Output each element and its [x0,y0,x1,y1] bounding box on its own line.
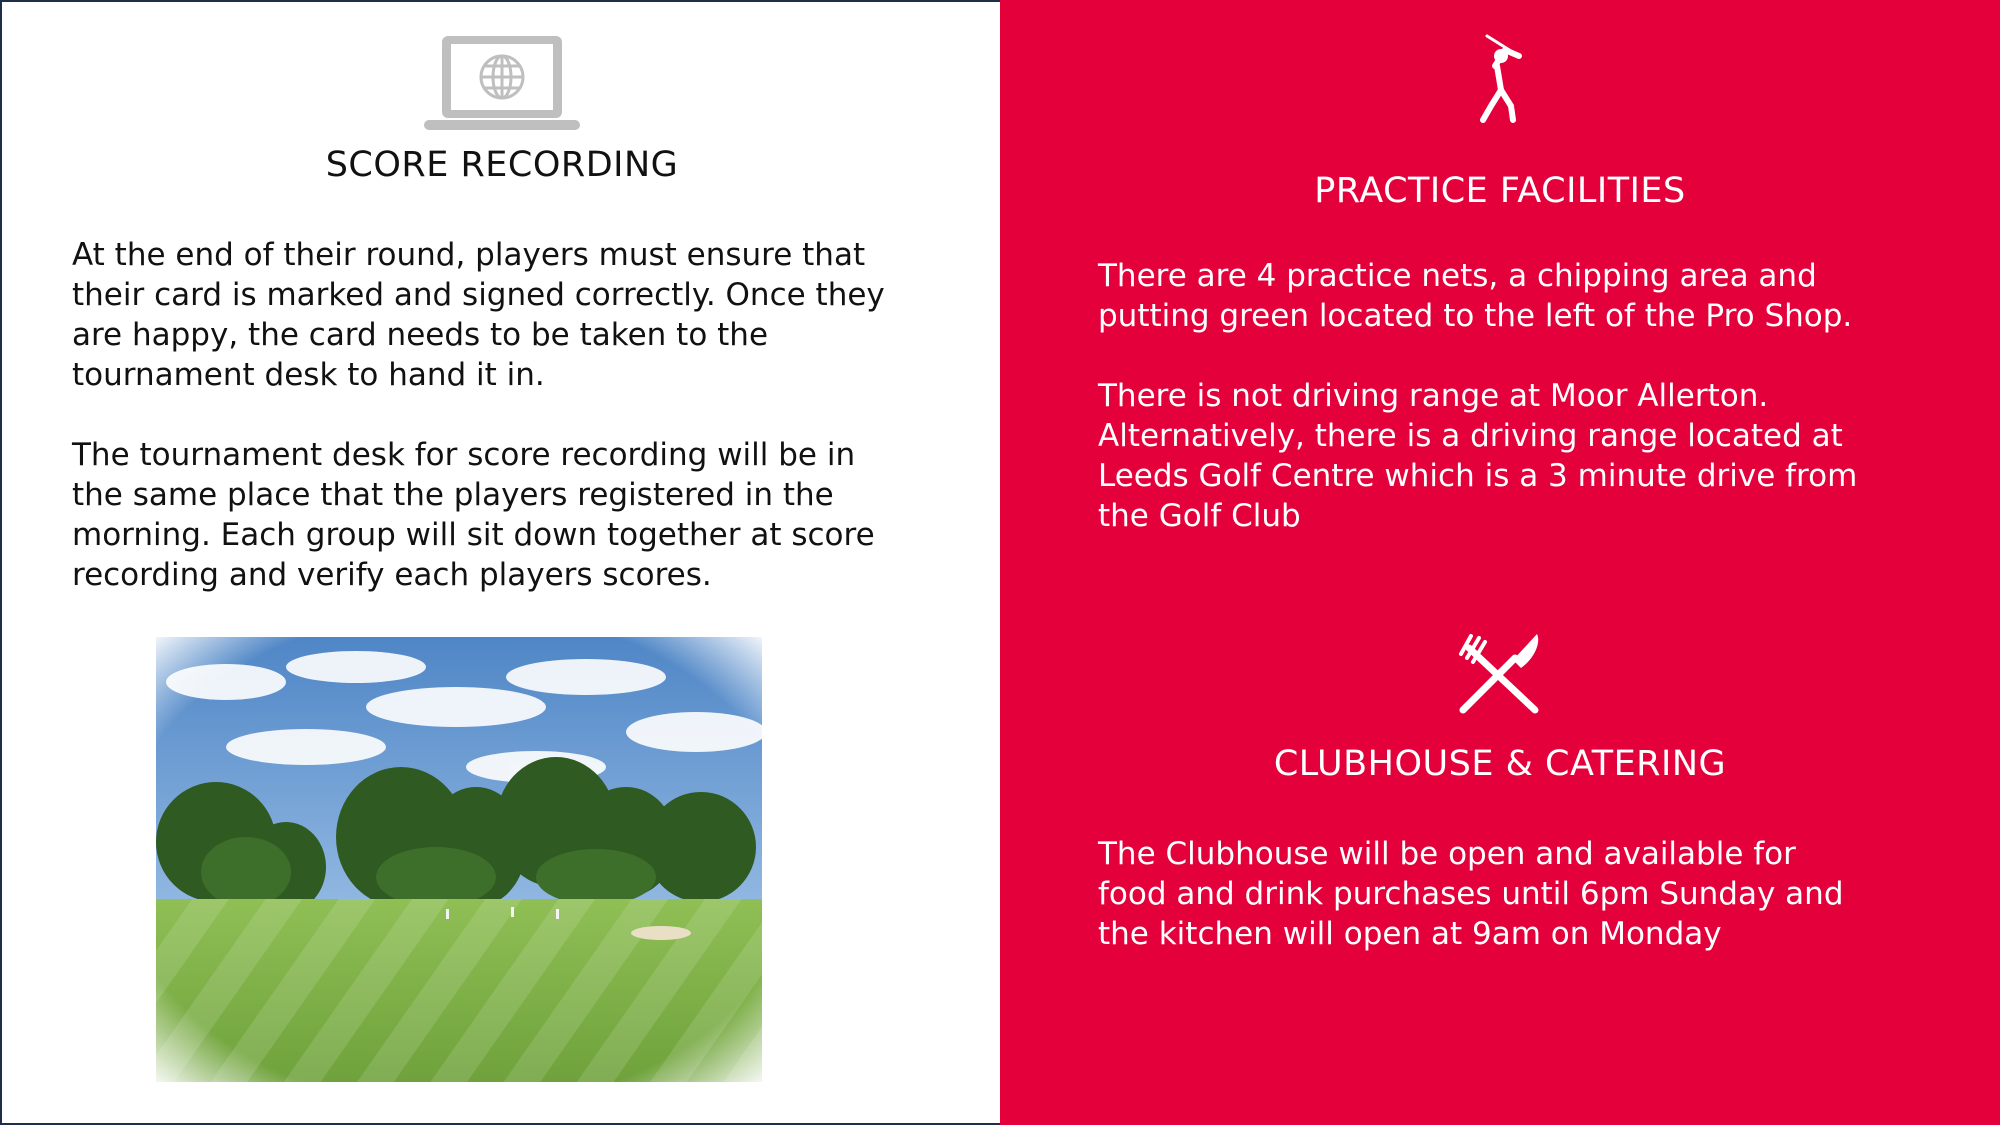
score-recording-heading: SCORE RECORDING [325,145,679,185]
golf-course-photo [156,637,762,1082]
catering-paragraph: The Clubhouse will be open and available for food and drink purchases until 6pm Sunday and the kitchen will open at 9am on Monday [1098,836,1844,952]
score-recording-paragraph-1: At the end of their round, players must ensure that their card is marked and signed correctly. Once they are happy, the card needs to be taken to the tournament desk to hand it in. [72,237,885,393]
practice-facilities-heading: PRACTICE FACILITIES [1314,171,1686,211]
info-panel [1000,0,2000,1125]
fork-knife-icon [1455,630,1543,714]
practice-paragraph-2: There is not driving range at Moor Allerton. Alternatively, there is a driving range located at Leeds Golf Centre which is a 3 minute drive from the Golf Club [1098,378,1858,534]
golfer-icon [1475,32,1525,124]
clubhouse-catering-heading: CLUBHOUSE & CATERING [1273,744,1727,784]
score-recording-paragraph-2: The tournament desk for score recording will be in the same place that the players registered in the morning. Each group will sit down together at score recording and verify each players scores. [72,437,875,593]
laptop-globe-icon [422,34,582,134]
practice-paragraph-1: There are 4 practice nets, a chipping area and putting green located to the left of the Pro Shop. [1098,258,1853,334]
